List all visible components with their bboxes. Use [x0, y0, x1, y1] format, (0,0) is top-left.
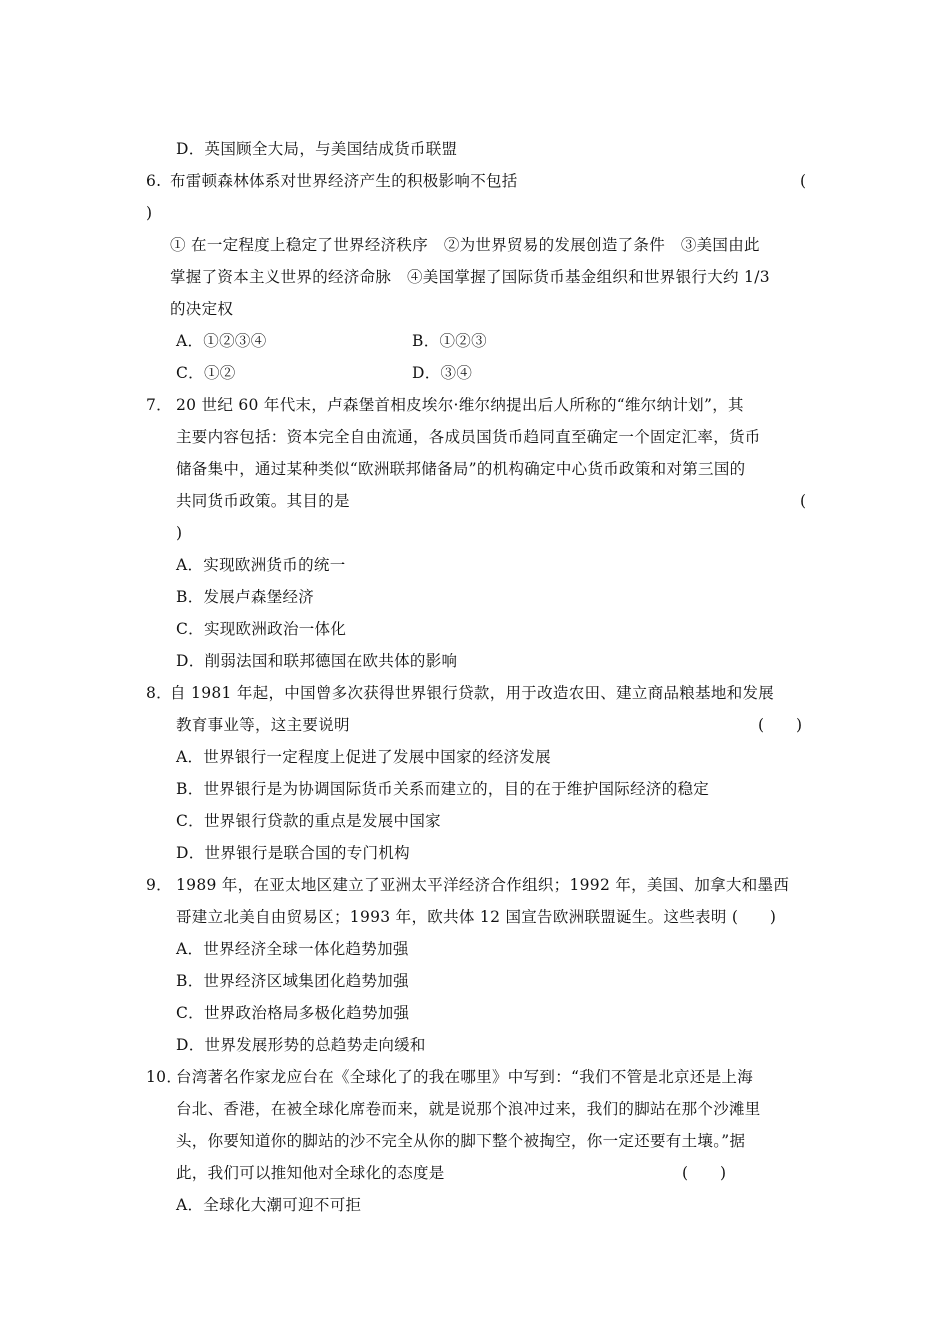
q8-number: 8． — [146, 684, 172, 702]
q10-line-3: 头，你要知道你的脚站的沙不完全从你的脚下整个被掏空，你一定还要有土壤。”据 — [176, 1132, 746, 1150]
q7-number: 7． — [146, 396, 172, 414]
q7-line-4: 共同货币政策。其目的是 — [176, 492, 350, 510]
q7-option-b: B．发展卢森堡经济 — [176, 588, 315, 606]
q6-option-a: A．①②③④ — [176, 332, 267, 350]
q8-option-b: B．世界银行是为协调国际货币关系而建立的，目的在于维护国际经济的稳定 — [176, 780, 710, 798]
q5-option-d: D．英国顾全大局，与美国结成货币联盟 — [176, 140, 458, 158]
q6-number: 6. — [146, 172, 162, 190]
q8-option-c: C．世界银行贷款的重点是发展中国家 — [176, 812, 441, 830]
q6-option-c: C．①② — [176, 364, 236, 382]
q6-stem: 布雷顿森林体系对世界经济产生的积极影响不包括 — [170, 172, 518, 190]
q10-line-2: 台北、香港，在被全球化席卷而来，就是说那个浪冲过来，我们的脚站在那个沙滩里 — [176, 1100, 761, 1118]
q8-line-1: 自 1981 年起，中国曾多次获得世界银行贷款，用于改造农田、建立商品粮基地和发展 — [170, 684, 775, 702]
q6-paren-close: ) — [146, 204, 153, 222]
q9-line-1: 1989 年，在亚太地区建立了亚洲太平洋经济合作组织；1992 年，美国、加拿大和墨西 — [176, 876, 790, 894]
q6-paren-open: ( — [800, 172, 807, 190]
q7-option-c: C．实现欧洲政治一体化 — [176, 620, 347, 638]
q7-line-2: 主要内容包括：资本完全自由流通，各成员国货币趋同直至确定一个固定汇率，货币 — [176, 428, 761, 446]
q8-option-d: D．世界银行是联合国的专门机构 — [176, 844, 410, 862]
q9-option-c: C．世界政治格局多极化趋势加强 — [176, 1004, 410, 1022]
q8-paren: ( ) — [758, 716, 803, 734]
q7-option-a: A．实现欧洲货币的统一 — [176, 556, 346, 574]
q6-option-b: B．①②③ — [412, 332, 487, 350]
q9-line-2: 哥建立北美自由贸易区；1993 年，欧共体 12 国宣告欧洲联盟诞生。这些表明 ( ) — [176, 908, 777, 926]
q10-line-1: 台湾著名作家龙应台在《全球化了的我在哪里》中写到：“我们不管是北京还是上海 — [176, 1068, 754, 1086]
q8-line-2: 教育事业等，这主要说明 — [176, 716, 350, 734]
q7-line-3: 储备集中，通过某种类似“欧洲联邦储备局”的机构确定中心货币政策和对第三国的 — [176, 460, 746, 478]
q6-items-line-2: 掌握了资本主义世界的经济命脉 ④美国掌握了国际货币基金组织和世界银行大约 1/3 — [170, 268, 770, 286]
q9-option-b: B．世界经济区域集团化趋势加强 — [176, 972, 409, 990]
q6-option-d: D．③④ — [412, 364, 473, 382]
q6-items-line-3: 的决定权 — [170, 300, 234, 318]
q7-paren-close: ) — [176, 524, 183, 542]
q7-paren-open: ( — [800, 492, 807, 510]
q6-items-line-1: ① 在一定程度上稳定了世界经济秩序 ②为世界贸易的发展创造了条件 ③美国由此 — [170, 236, 760, 254]
q9-number: 9． — [146, 876, 172, 894]
q10-paren: ( ) — [682, 1164, 727, 1182]
q10-line-4: 此，我们可以推知他对全球化的态度是 — [176, 1164, 445, 1182]
q8-option-a: A．世界银行一定程度上促进了发展中国家的经济发展 — [176, 748, 551, 766]
q7-line-1: 20 世纪 60 年代末，卢森堡首相皮埃尔·维尔纳提出后人所称的“维尔纳计划”，其 — [176, 396, 744, 414]
q10-option-a: A．全球化大潮可迎不可拒 — [176, 1196, 362, 1214]
q7-option-d: D．削弱法国和联邦德国在欧共体的影响 — [176, 652, 458, 670]
q10-number: 10． — [146, 1068, 183, 1086]
q9-option-a: A．世界经济全球一体化趋势加强 — [176, 940, 409, 958]
q9-option-d: D．世界发展形势的总趋势走向缓和 — [176, 1036, 426, 1054]
